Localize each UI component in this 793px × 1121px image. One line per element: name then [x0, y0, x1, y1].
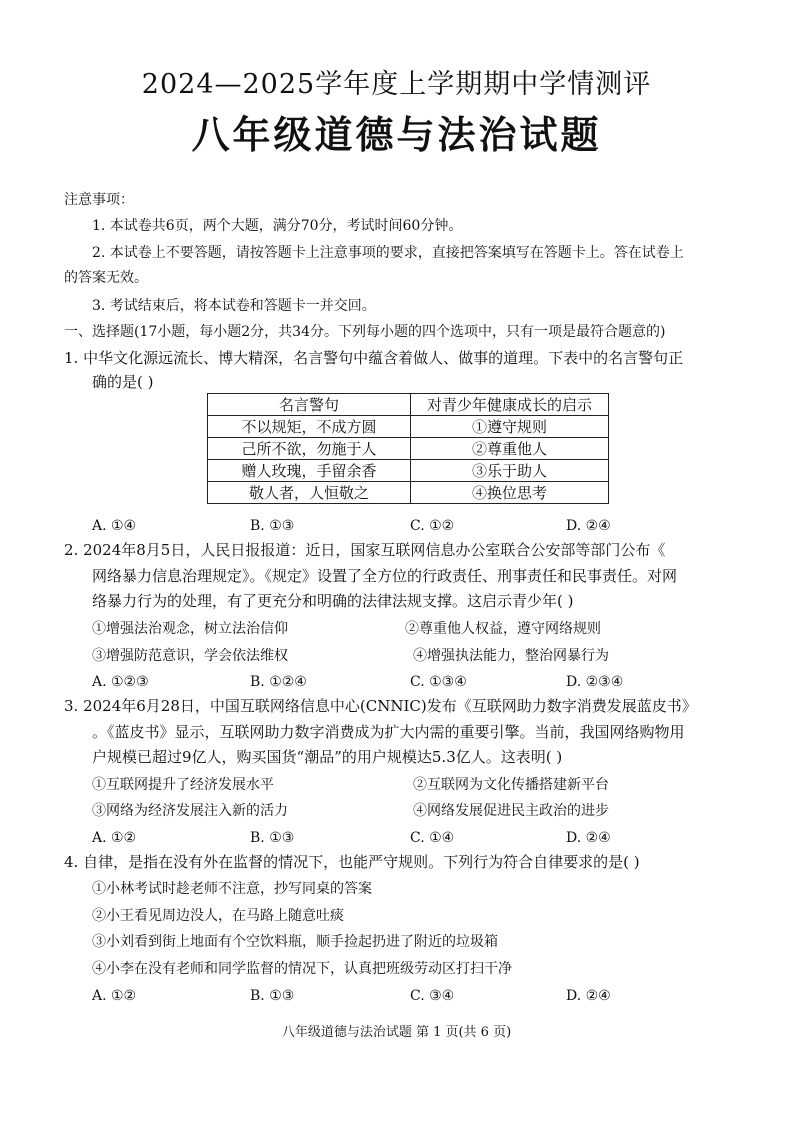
q3-statement-2: ②互联网为文化传播搭建新平台: [413, 777, 609, 793]
q3-stem-line1: 3. 2024年6月28日，中国互联网络信息中心(CNNIC)发布《互联网助力数字消费发展蓝皮书》: [64, 697, 697, 715]
table-row: [208, 416, 609, 438]
q4-option-b: B. ①③: [250, 988, 295, 1004]
q2-stem-line1: 2. 2024年8月5日，人民日报报道：近日，国家互联网信息办公室联合公安部等部门公布《: [64, 541, 666, 559]
q2-statement-3: ③增强防范意识，学会依法维权: [92, 648, 288, 664]
table-header-cell: 名言警句: [208, 394, 411, 416]
q2-option-a: A. ①②③: [92, 674, 149, 690]
table-cell: ③乐于助人: [411, 460, 609, 482]
q3-option-b: B. ①③: [250, 830, 295, 846]
q2-option-b: B. ①②④: [250, 674, 307, 690]
q4-statement-3: ③小刘看到街上地面有个空饮料瓶，顺手捡起扔进了附近的垃圾箱: [92, 934, 498, 950]
q1-stem-line1: 1. 中华文化源远流长、博大精深，名言警句中蕴含着做人、做事的道理。下表中的名言警句正: [64, 349, 684, 367]
q1-option-c: C. ①②: [410, 518, 455, 534]
q2-statement-4: ④增强执法能力，整治网暴行为: [413, 648, 609, 664]
q2-stem-line2: 网络暴力信息治理规定》。《规定》设置了全方位的行政责任、刑事责任和民事责任。对网: [92, 567, 678, 585]
notice-item-2: 2. 本试卷上不要答题，请按答题卡上注意事项的要求，直接把答案填写在答题卡上。答在试卷上: [92, 245, 684, 261]
table-cell: 敬人者，人恒敬之: [208, 482, 411, 504]
q3-option-d: D. ②④: [566, 830, 611, 846]
notice-item-2-cont: 的答案无效。: [64, 270, 148, 286]
table-cell: 不以规矩，不成方圆: [208, 416, 411, 438]
q2-stem-line3: 络暴力行为的处理，有了更充分和明确的法律法规支撑。这启示青少年( ): [92, 592, 574, 610]
table-row: [208, 460, 609, 482]
exam-term-title: 2024—2025学年度上学期期中学情测评: [141, 69, 652, 100]
q3-statement-3: ③网络为经济发展注入新的活力: [92, 803, 288, 819]
q4-option-a: A. ①②: [92, 988, 137, 1004]
table-cell: 己所不欲，勿施于人: [208, 438, 411, 460]
table-cell: ①遵守规则: [411, 416, 609, 438]
q2-statement-2: ②尊重他人权益，遵守网络规则: [405, 621, 601, 637]
table-row: [208, 482, 609, 504]
q3-option-a: A. ①②: [92, 830, 137, 846]
table-cell: 赠人玫瑰，手留余香: [208, 460, 411, 482]
q3-option-c: C. ①④: [410, 830, 455, 846]
q3-stem-line3: 户规模已超过9亿人，购买国货“潮品”的用户规模达5.3亿人。这表明( ): [92, 748, 563, 766]
q2-statement-1: ①增强法治观念，树立法治信仰: [92, 621, 288, 637]
q2-option-d: D. ②③④: [566, 674, 624, 690]
q4-statement-2: ②小王看见周边没人，在马路上随意吐痰: [92, 908, 344, 924]
q1-quote-table: [207, 393, 609, 504]
q4-statement-4: ④小李在没有老师和同学监督的情况下，认真把班级劳动区打扫干净: [92, 961, 512, 977]
q4-option-d: D. ②④: [566, 988, 611, 1004]
q3-statement-1: ①互联网提升了经济发展水平: [92, 777, 274, 793]
exam-subject-title: 八年级道德与法治试题: [191, 112, 602, 157]
q3-stem-line2: 。《蓝皮书》显示，互联网助力数字消费成为扩大内需的重要引擎。当前，我国网络购物用: [92, 723, 685, 741]
table-header-row: [208, 394, 609, 416]
notice-item-3: 3. 考试结束后，将本试卷和答题卡一并交回。: [92, 298, 376, 314]
q2-option-c: C. ①③④: [410, 674, 467, 690]
q1-option-b: B. ①③: [250, 518, 295, 534]
table-cell: ②尊重他人: [411, 438, 609, 460]
section-heading: 一、选择题(17小题，每小题2分，共34分。下列每小题的四个选项中，只有一项是最符合题意的): [64, 324, 666, 340]
table-header-cell: 对青少年健康成长的启示: [411, 394, 609, 416]
q3-statement-4: ④网络发展促进民主政治的进步: [413, 803, 609, 819]
table-cell: ④换位思考: [411, 482, 609, 504]
q1-option-d: D. ②④: [566, 518, 611, 534]
q4-statement-1: ①小林考试时趁老师不注意，抄写同桌的答案: [92, 881, 372, 897]
q4-stem-line1: 4. 自律，是指在没有外在监督的情况下，也能严守规则。下列行为符合自律要求的是( ): [64, 853, 640, 871]
page-footer: 八年级道德与法治试题 第 1 页(共 6 页): [281, 1025, 512, 1040]
notice-item-1: 1. 本试卷共6页，两个大题，满分70分，考试时间60分钟。: [92, 218, 463, 234]
notice-heading: 注意事项：: [64, 192, 134, 208]
q1-option-a: A. ①④: [92, 518, 137, 534]
table-row: [208, 438, 609, 460]
q1-stem-line2: 确的是( ): [92, 373, 154, 391]
q4-option-c: C. ③④: [410, 988, 455, 1004]
